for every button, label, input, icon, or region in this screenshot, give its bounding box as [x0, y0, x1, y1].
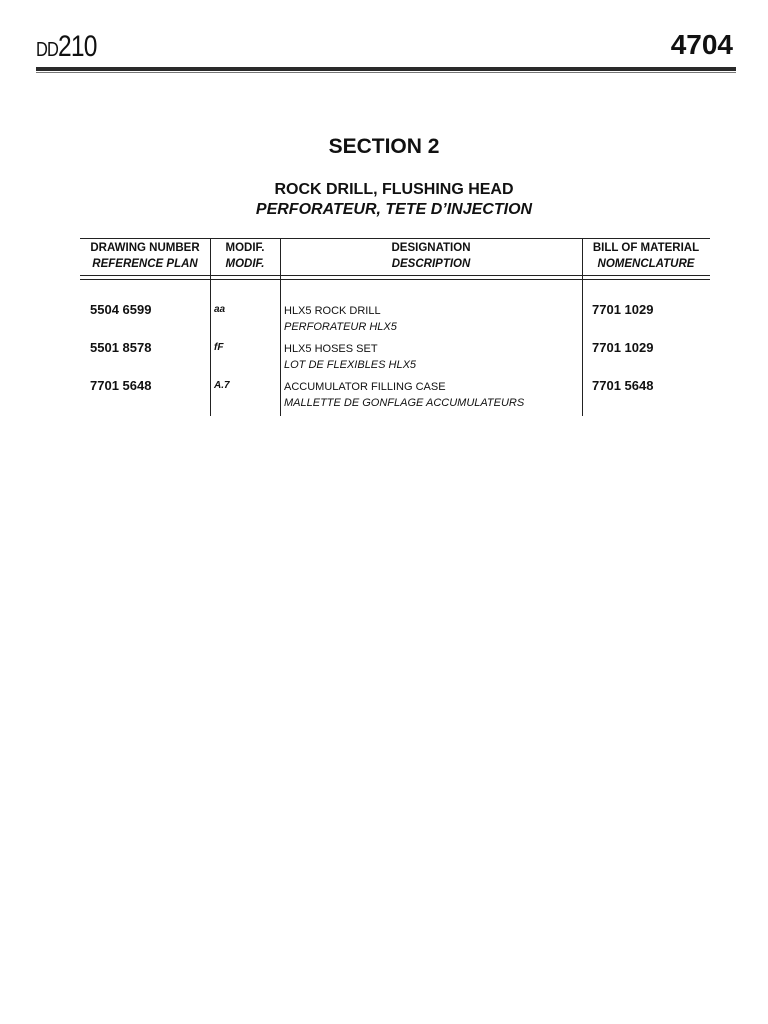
row-modif: fF	[214, 342, 224, 353]
parts-table	[80, 238, 710, 418]
row-description-fr: LOT DE FLEXIBLES HLX5	[284, 359, 417, 371]
row-bill-of-material: 7701 5648	[592, 378, 654, 393]
model-number: 210	[58, 30, 97, 63]
row-description	[284, 341, 416, 373]
column-header-en: DESIGNATION	[391, 242, 471, 254]
row-description	[284, 379, 524, 411]
column-header-fr: REFERENCE PLAN	[92, 258, 198, 270]
table-top-rule	[80, 238, 710, 239]
row-description-en: ACCUMULATOR FILLING CASE	[284, 381, 446, 393]
column-header-fr: NOMENCLATURE	[597, 258, 695, 270]
table-header-rule-2	[80, 279, 710, 280]
column-header-fr: MODIF.	[225, 258, 265, 270]
row-description-fr: PERFORATEUR HLX5	[284, 321, 397, 333]
column-header-en: MODIF.	[225, 242, 265, 254]
row-bill-of-material: 7701 1029	[592, 340, 654, 355]
model-designation	[36, 30, 97, 67]
row-modif: aa	[214, 304, 226, 315]
model-prefix: DD	[36, 39, 59, 61]
section-title: SECTION 2	[328, 135, 440, 158]
section-subtitle-fr: PERFORATEUR, TETE D’INJECTION	[255, 201, 533, 218]
column-header-en: DRAWING NUMBER	[90, 242, 200, 254]
row-description-en: HLX5 HOSES SET	[284, 343, 378, 355]
table-header-rule	[80, 275, 710, 276]
column-header-fr: DESCRIPTION	[391, 258, 471, 270]
header-rule	[36, 67, 736, 71]
column-header-modif	[210, 240, 280, 272]
column-header-bill-of-material	[582, 240, 710, 272]
column-header-en: BILL OF MATERIAL	[592, 242, 700, 254]
row-modif: A.7	[214, 380, 230, 391]
row-description-en: HLX5 ROCK DRILL	[284, 305, 381, 317]
header-rule-thin	[36, 72, 736, 73]
row-drawing-number: 7701 5648	[90, 378, 152, 393]
column-header-designation	[280, 240, 582, 272]
column-header-drawing-number	[80, 240, 210, 272]
page-number: 4704	[670, 29, 733, 60]
row-description-fr: MALLETTE DE GONFLAGE ACCUMULATEURS	[284, 397, 525, 409]
row-description	[284, 303, 397, 335]
section-subtitle-en: ROCK DRILL, FLUSHING HEAD	[274, 181, 514, 198]
row-drawing-number: 5504 6599	[90, 302, 152, 317]
row-bill-of-material: 7701 1029	[592, 302, 654, 317]
page-header	[36, 28, 736, 68]
row-drawing-number: 5501 8578	[90, 340, 152, 355]
